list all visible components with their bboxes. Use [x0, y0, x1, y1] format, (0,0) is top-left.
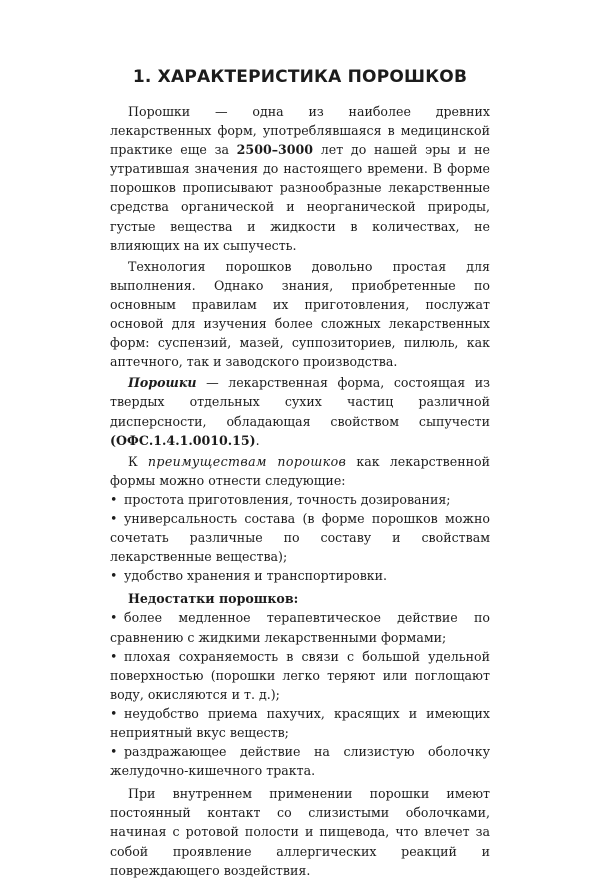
disadvantages-heading: Недостатки порошков:	[128, 591, 299, 607]
bullet-icon: •	[110, 705, 118, 721]
bullet-icon: •	[110, 510, 118, 526]
disadvantage-item-text: неудобство приема пахучих, красящих и имеющих неприятный вкус веществ;	[110, 705, 490, 740]
definition-term: Порошки	[128, 375, 197, 391]
disadvantage-item	[110, 647, 490, 704]
bullet-icon: •	[110, 744, 118, 760]
disadvantage-item	[110, 704, 490, 742]
definition-paragraph	[110, 373, 490, 449]
advantage-item	[110, 490, 490, 509]
disadvantage-item	[110, 742, 490, 780]
advantages-intro	[110, 452, 490, 490]
definition-reference: (ОФС.1.4.1.0010.15)	[110, 432, 256, 448]
advantage-item	[110, 509, 490, 566]
bullet-icon: •	[110, 648, 118, 664]
bullet-icon: •	[110, 610, 118, 626]
definition-text: — лекарственная форма, состоящая из твердых отдельных сухих частиц различной дисперсности, обладающая свойством сыпучести	[110, 375, 490, 429]
definition-end: .	[255, 432, 260, 448]
section-title: 1. ХАРАКТЕРИСТИКА ПОРОШКОВ	[132, 67, 468, 87]
bullet-icon: •	[110, 491, 118, 507]
disadvantage-item-text: плохая сохраняемость в связи с большой удельной поверхностью (порошки легко теряют или поглощают воду, окисляются и т. д.);	[110, 648, 490, 702]
final-paragraph: При внутреннем применении порошки имеют постоянный контакт со слизистыми оболочками, начиная с ротовой полости и пищевода, что влечет за собой проявление аллергических реакций и повреждающего воздействия.	[110, 786, 490, 878]
disadvantage-item-text: более медленное терапевтическое действие по сравнению с жидкими лекарственными формами;	[110, 610, 490, 645]
bullet-icon: •	[110, 568, 118, 584]
intro-text-end: лет до нашей эры и не утратившая значения до настоящего времени. В форме порошков прописывают разнообразные лекарственные средства органической и неорганической природы, густые вещества и жидкости в количествах, не влияющих на их сыпучесть.	[110, 142, 490, 253]
advantages-intro-start: К	[128, 453, 148, 469]
years-range: 2500–3000	[236, 142, 314, 158]
intro-paragraph	[110, 102, 490, 255]
advantage-item-text: универсальность состава (в форме порошков можно сочетать различные по составу и свойствам лекарственные вещества);	[110, 510, 490, 565]
advantage-item-text: удобство хранения и транспортировки.	[124, 568, 388, 584]
disadvantage-item-text: раздражающее действие на слизистую оболочку желудочно-кишечного тракта.	[110, 744, 490, 779]
disadvantage-item	[110, 608, 490, 646]
advantages-intro-end: как лекарственной формы можно отнести следующие:	[110, 453, 490, 488]
advantage-item-text: простота приготовления, точность дозирования;	[124, 491, 451, 507]
intro-text-start: Порошки — одна из наиболее древних лекарственных форм, употреблявшаяся в медицинской практике еще за	[110, 104, 490, 158]
advantage-item	[110, 566, 490, 585]
advantages-emphasis: преимуществам порошков	[147, 453, 347, 469]
technology-paragraph: Технология порошков довольно простая для выполнения. Однако знания, приобретенные по основным правилам их приготовления, послужат основой для изучения более сложных лекарственных форм: суспензий, мазей, суппозиториев, пилюль, как аптечного, так и заводского производства.	[110, 258, 490, 370]
